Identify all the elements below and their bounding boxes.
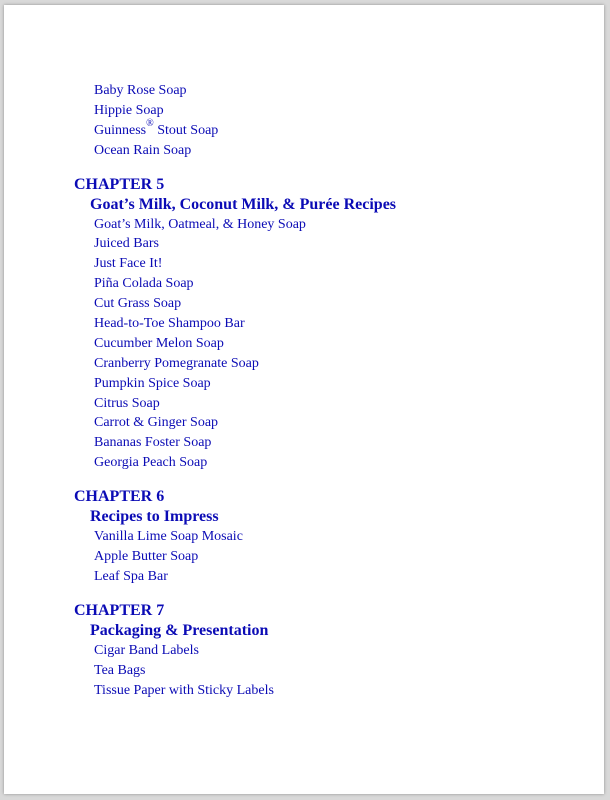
toc-item-text: Guinness <box>94 122 147 138</box>
toc-item: Tissue Paper with Sticky Labels <box>94 682 274 698</box>
toc-item: Bananas Foster Soap <box>94 435 212 451</box>
toc-item: Cigar Band Labels <box>94 642 199 658</box>
toc-item: Pumpkin Spice Soap <box>94 375 211 391</box>
toc-item: Goat’s Milk, Oatmeal, & Honey Soap <box>94 216 306 232</box>
chapter-title: Packaging & Presentation <box>90 621 269 639</box>
toc-item: Cranberry Pomegranate Soap <box>94 355 259 371</box>
toc-item: Cut Grass Soap <box>94 296 182 312</box>
chapter-title: Recipes to Impress <box>90 508 219 526</box>
chapter-heading: CHAPTER 7 <box>74 601 165 619</box>
toc-item-text: Stout Soap <box>153 122 219 138</box>
toc-item <box>94 118 604 141</box>
toc-item: Just Face It! <box>94 256 163 272</box>
toc-item: Georgia Peach Soap <box>94 455 208 471</box>
toc-item: Carrot & Ginger Soap <box>94 415 219 431</box>
toc-item: Piña Colada Soap <box>94 276 194 292</box>
toc-item: Citrus Soap <box>94 395 160 411</box>
chapter-heading: CHAPTER 6 <box>74 488 165 506</box>
toc-item: Apple Butter Soap <box>94 549 199 565</box>
toc-item: Vanilla Lime Soap Mosaic <box>94 529 243 545</box>
toc-item: Hippie Soap <box>94 102 164 118</box>
toc-item: Head-to-Toe Shampoo Bar <box>94 316 245 332</box>
toc-item: Ocean Rain Soap <box>94 142 192 158</box>
toc-item: Juiced Bars <box>94 236 159 252</box>
toc-item: Cucumber Melon Soap <box>94 335 224 351</box>
document-page <box>4 5 604 794</box>
chapter-heading: CHAPTER 5 <box>74 175 165 193</box>
toc-item: Baby Rose Soap <box>94 83 187 98</box>
table-of-contents <box>4 81 604 700</box>
toc-item: Leaf Spa Bar <box>94 568 168 584</box>
registered-mark: ® <box>146 118 154 130</box>
toc-item: Tea Bags <box>94 662 146 678</box>
chapter-title: Goat’s Milk, Coconut Milk, & Purée Recipes <box>90 195 397 213</box>
